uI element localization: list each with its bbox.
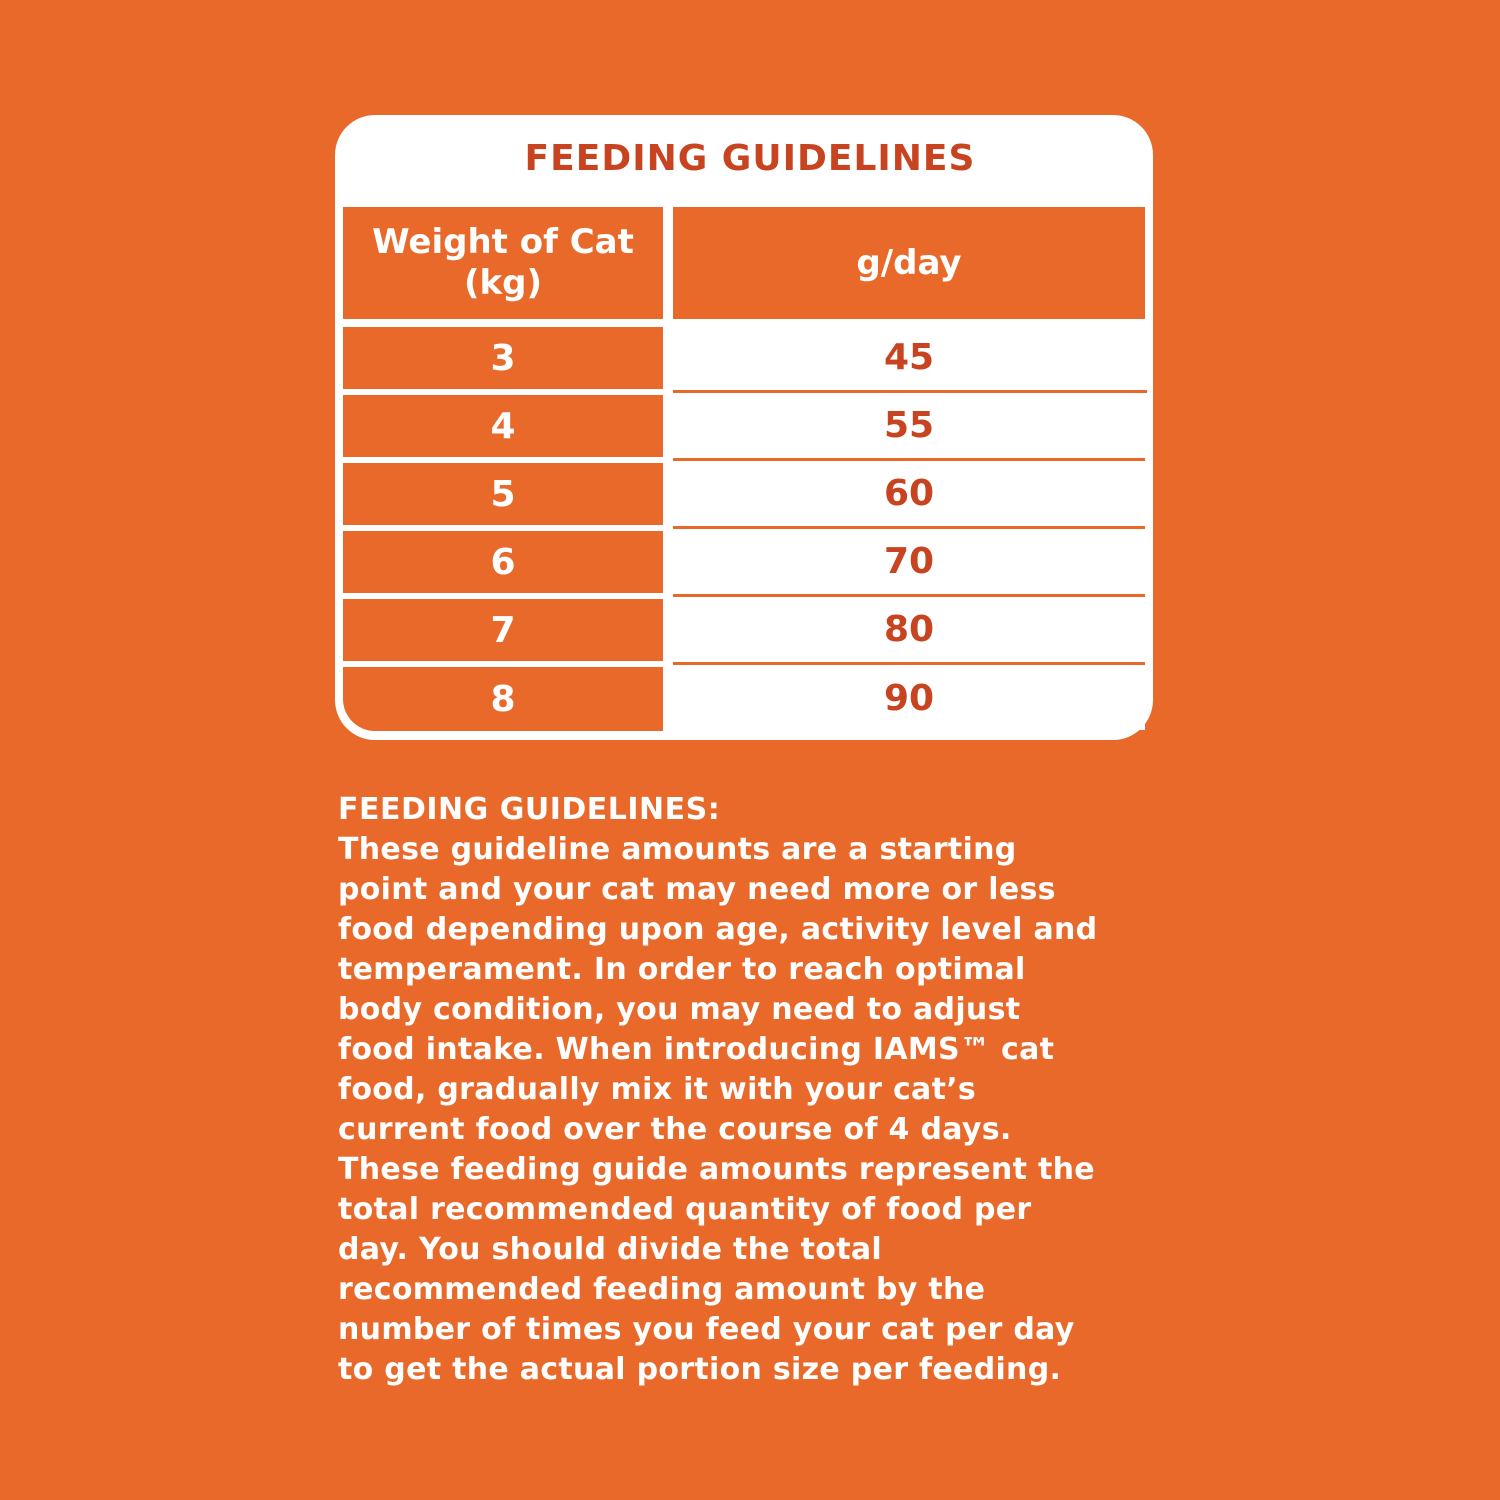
row-divider xyxy=(673,458,1145,461)
amount-cell: 55 xyxy=(673,394,1145,456)
notes-line: body condition, you may need to adjust xyxy=(338,992,1021,1027)
notes-body xyxy=(338,830,1178,1390)
notes-line: point and your cat may need more or less xyxy=(338,872,1056,907)
header-weight-line2: (kg) xyxy=(463,263,543,303)
header-amount xyxy=(673,207,1145,319)
weight-cell: 6 xyxy=(343,531,663,593)
notes-line: temperament. In order to reach optimal xyxy=(338,952,1026,987)
notes-line: food depending upon age, activity level and xyxy=(338,912,1098,947)
notes-line: food intake. When introducing IAMS™ cat xyxy=(338,1032,1055,1067)
weight-cell: 7 xyxy=(343,599,663,661)
amount-cell: 45 xyxy=(673,326,1145,388)
row-divider xyxy=(673,390,1147,393)
notes-line: number of times you feed your cat per day xyxy=(338,1312,1075,1347)
notes-title: FEEDING GUIDELINES: xyxy=(338,792,721,827)
amount-cell: 60 xyxy=(673,462,1145,524)
amount-cell: 80 xyxy=(673,598,1145,660)
row-divider xyxy=(673,662,1145,665)
header-amount-label: g/day xyxy=(856,242,962,283)
header-weight-line1: Weight of Cat xyxy=(372,222,634,263)
weight-cell: 3 xyxy=(343,327,663,389)
notes-line: These feeding guide amounts represent the xyxy=(338,1152,1095,1187)
weight-cell: 5 xyxy=(343,463,663,525)
weight-cell: 4 xyxy=(343,395,663,457)
header-weight xyxy=(343,207,663,319)
notes-line: recommended feeding amount by the xyxy=(338,1272,986,1307)
amount-cell: 70 xyxy=(673,530,1145,592)
weight-cell: 8 xyxy=(343,667,663,731)
notes-line: to get the actual portion size per feeding. xyxy=(338,1352,1062,1387)
notes-line: day. You should divide the total xyxy=(338,1232,882,1267)
table-title: FEEDING GUIDELINES xyxy=(524,138,976,179)
notes-line: food, gradually mix it with your cat’s xyxy=(338,1072,977,1107)
row-divider xyxy=(673,594,1145,597)
amount-cell: 90 xyxy=(673,666,1145,730)
notes-line: These guideline amounts are a starting xyxy=(338,832,1017,867)
notes-line: current food over the course of 4 days. xyxy=(338,1112,1012,1147)
notes-line: total recommended quantity of food per xyxy=(338,1192,1032,1227)
row-divider xyxy=(673,526,1145,529)
